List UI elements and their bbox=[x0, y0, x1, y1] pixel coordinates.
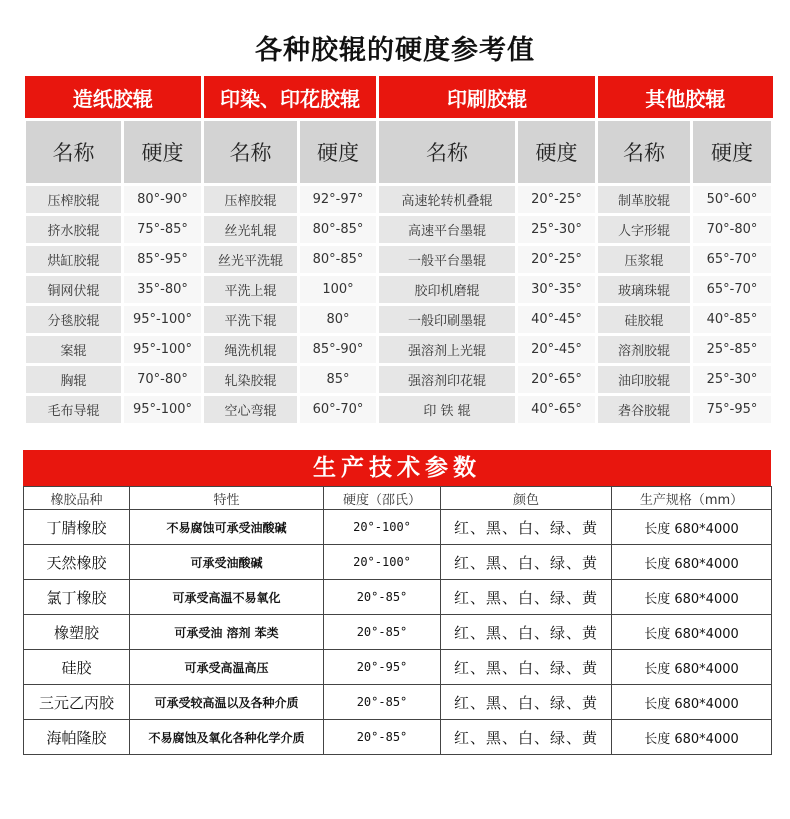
table-row bbox=[24, 615, 772, 650]
hardness-value-cell: 40°-45° bbox=[517, 305, 597, 335]
column-header-color: 颜色 bbox=[441, 487, 612, 510]
roller-name-cell: 丝光轧辊 bbox=[203, 215, 299, 245]
property-cell: 可承受油酸碱 bbox=[130, 545, 324, 580]
roller-name-cell: 溶剂胶辊 bbox=[597, 335, 692, 365]
color-cell: 红、黑、白、绿、黄 bbox=[441, 545, 612, 580]
roller-name-cell: 压榨胶辊 bbox=[25, 185, 123, 215]
roller-name-cell: 平洗下辊 bbox=[203, 305, 299, 335]
hardness-value-cell: 40°-65° bbox=[517, 395, 597, 425]
hardness-cell: 20°-100° bbox=[324, 510, 441, 545]
roller-name-cell: 压榨胶辊 bbox=[203, 185, 299, 215]
color-cell: 红、黑、白、绿、黄 bbox=[441, 685, 612, 720]
hardness-value-cell: 75°-85° bbox=[123, 215, 203, 245]
spec-cell: 长度 680*4000 bbox=[612, 720, 772, 755]
spec-cell: 长度 680*4000 bbox=[612, 615, 772, 650]
roller-name-cell: 高速平台墨辊 bbox=[378, 215, 517, 245]
hardness-value-cell: 95°-100° bbox=[123, 335, 203, 365]
table-row bbox=[24, 650, 772, 685]
table-row bbox=[25, 365, 773, 395]
hardness-value-cell: 30°-35° bbox=[517, 275, 597, 305]
hardness-cell: 20°-95° bbox=[324, 650, 441, 685]
roller-name-cell: 挤水胶辊 bbox=[25, 215, 123, 245]
spec-cell: 长度 680*4000 bbox=[612, 545, 772, 580]
column-header-hardness: 硬度 bbox=[299, 120, 378, 185]
table-row bbox=[25, 245, 773, 275]
hardness-cell: 20°-85° bbox=[324, 580, 441, 615]
table-row bbox=[24, 720, 772, 755]
spec-cell: 长度 680*4000 bbox=[612, 685, 772, 720]
hardness-value-cell: 95°-100° bbox=[123, 305, 203, 335]
hardness-value-cell: 20°-25° bbox=[517, 245, 597, 275]
hardness-value-cell: 80°-85° bbox=[299, 215, 378, 245]
hardness-value-cell: 80°-85° bbox=[299, 245, 378, 275]
hardness-value-cell: 85°-90° bbox=[299, 335, 378, 365]
roller-name-cell: 空心弯辊 bbox=[203, 395, 299, 425]
roller-name-cell: 毛布导辊 bbox=[25, 395, 123, 425]
roller-name-cell: 硅胶辊 bbox=[597, 305, 692, 335]
column-header-name: 名称 bbox=[25, 120, 123, 185]
section-banner: 生产技术参数 bbox=[23, 450, 771, 486]
column-header-hardness: 硬度 bbox=[123, 120, 203, 185]
roller-name-cell: 印 铁 辊 bbox=[378, 395, 517, 425]
table-row bbox=[24, 580, 772, 615]
spec-cell: 长度 680*4000 bbox=[612, 580, 772, 615]
property-cell: 可承受油 溶剂 苯类 bbox=[130, 615, 324, 650]
table-row bbox=[25, 185, 773, 215]
roller-name-cell: 胶印机磨辊 bbox=[378, 275, 517, 305]
category-printing: 印刷胶辊 bbox=[378, 76, 597, 120]
roller-name-cell: 一般平台墨辊 bbox=[378, 245, 517, 275]
hardness-value-cell: 25°-30° bbox=[692, 365, 773, 395]
hardness-value-cell: 85°-95° bbox=[123, 245, 203, 275]
table-row bbox=[25, 335, 773, 365]
hardness-cell: 20°-85° bbox=[324, 615, 441, 650]
hardness-value-cell: 75°-95° bbox=[692, 395, 773, 425]
roller-name-cell: 一般印刷墨辊 bbox=[378, 305, 517, 335]
property-cell: 可承受较高温以及各种介质 bbox=[130, 685, 324, 720]
hardness-value-cell: 60°-70° bbox=[299, 395, 378, 425]
table-row bbox=[25, 395, 773, 425]
table-row bbox=[24, 545, 772, 580]
property-cell: 不易腐蚀可承受油酸碱 bbox=[130, 510, 324, 545]
color-cell: 红、黑、白、绿、黄 bbox=[441, 510, 612, 545]
hardness-value-cell: 65°-70° bbox=[692, 245, 773, 275]
parameter-table bbox=[23, 486, 772, 755]
column-header-hardness: 硬度 bbox=[692, 120, 773, 185]
column-header-rubber-type: 橡胶品种 bbox=[24, 487, 130, 510]
hardness-cell: 20°-85° bbox=[324, 720, 441, 755]
column-header-property: 特性 bbox=[130, 487, 324, 510]
table-row bbox=[24, 685, 772, 720]
roller-name-cell: 烘缸胶辊 bbox=[25, 245, 123, 275]
hardness-value-cell: 95°-100° bbox=[123, 395, 203, 425]
hardness-value-cell: 25°-30° bbox=[517, 215, 597, 245]
roller-name-cell: 强溶剂印花辊 bbox=[378, 365, 517, 395]
hardness-value-cell: 70°-80° bbox=[692, 215, 773, 245]
hardness-value-cell: 25°-85° bbox=[692, 335, 773, 365]
rubber-type-cell: 天然橡胶 bbox=[24, 545, 130, 580]
hardness-value-cell: 70°-80° bbox=[123, 365, 203, 395]
roller-name-cell: 胸辊 bbox=[25, 365, 123, 395]
roller-name-cell: 人字形辊 bbox=[597, 215, 692, 245]
roller-name-cell: 强溶剂上光辊 bbox=[378, 335, 517, 365]
roller-name-cell: 制革胶辊 bbox=[597, 185, 692, 215]
color-cell: 红、黑、白、绿、黄 bbox=[441, 720, 612, 755]
hardness-value-cell: 35°-80° bbox=[123, 275, 203, 305]
hardness-value-cell: 80° bbox=[299, 305, 378, 335]
spec-cell: 长度 680*4000 bbox=[612, 650, 772, 685]
column-header-spec: 生产规格（mm） bbox=[612, 487, 772, 510]
roller-name-cell: 案辊 bbox=[25, 335, 123, 365]
hardness-value-cell: 20°-25° bbox=[517, 185, 597, 215]
rubber-type-cell: 海帕隆胶 bbox=[24, 720, 130, 755]
roller-name-cell: 铜网伏辊 bbox=[25, 275, 123, 305]
hardness-value-cell: 65°-70° bbox=[692, 275, 773, 305]
rubber-type-cell: 丁腈橡胶 bbox=[24, 510, 130, 545]
hardness-cell: 20°-85° bbox=[324, 685, 441, 720]
hardness-value-cell: 85° bbox=[299, 365, 378, 395]
column-header-name: 名称 bbox=[378, 120, 517, 185]
hardness-table bbox=[23, 76, 774, 426]
table-row bbox=[25, 275, 773, 305]
roller-name-cell: 压浆辊 bbox=[597, 245, 692, 275]
roller-name-cell: 绳洗机辊 bbox=[203, 335, 299, 365]
roller-name-cell: 高速轮转机叠辊 bbox=[378, 185, 517, 215]
rubber-type-cell: 硅胶 bbox=[24, 650, 130, 685]
hardness-value-cell: 92°-97° bbox=[299, 185, 378, 215]
category-other: 其他胶辊 bbox=[597, 76, 773, 120]
category-dyeing: 印染、印花胶辊 bbox=[203, 76, 378, 120]
rubber-type-cell: 三元乙丙胶 bbox=[24, 685, 130, 720]
color-cell: 红、黑、白、绿、黄 bbox=[441, 650, 612, 685]
hardness-value-cell: 20°-45° bbox=[517, 335, 597, 365]
roller-name-cell: 分毯胶辊 bbox=[25, 305, 123, 335]
hardness-value-cell: 100° bbox=[299, 275, 378, 305]
table-row bbox=[25, 215, 773, 245]
hardness-cell: 20°-100° bbox=[324, 545, 441, 580]
roller-name-cell: 轧染胶辊 bbox=[203, 365, 299, 395]
column-header-hardness: 硬度（邵氏） bbox=[324, 487, 441, 510]
color-cell: 红、黑、白、绿、黄 bbox=[441, 615, 612, 650]
table-row bbox=[25, 305, 773, 335]
page-title: 各种胶辊的硬度参考值 bbox=[255, 35, 535, 66]
column-header-name: 名称 bbox=[203, 120, 299, 185]
column-header-name: 名称 bbox=[597, 120, 692, 185]
roller-name-cell: 玻璃珠辊 bbox=[597, 275, 692, 305]
hardness-value-cell: 50°-60° bbox=[692, 185, 773, 215]
table-row bbox=[24, 510, 772, 545]
property-cell: 不易腐蚀及氧化各种化学介质 bbox=[130, 720, 324, 755]
roller-name-cell: 丝光平洗辊 bbox=[203, 245, 299, 275]
property-cell: 可承受高温不易氧化 bbox=[130, 580, 324, 615]
column-header-hardness: 硬度 bbox=[517, 120, 597, 185]
rubber-type-cell: 氯丁橡胶 bbox=[24, 580, 130, 615]
rubber-type-cell: 橡塑胶 bbox=[24, 615, 130, 650]
roller-name-cell: 砻谷胶辊 bbox=[597, 395, 692, 425]
hardness-value-cell: 80°-90° bbox=[123, 185, 203, 215]
roller-name-cell: 油印胶辊 bbox=[597, 365, 692, 395]
property-cell: 可承受高温高压 bbox=[130, 650, 324, 685]
category-paper: 造纸胶辊 bbox=[25, 76, 203, 120]
hardness-value-cell: 40°-85° bbox=[692, 305, 773, 335]
hardness-value-cell: 20°-65° bbox=[517, 365, 597, 395]
roller-name-cell: 平洗上辊 bbox=[203, 275, 299, 305]
color-cell: 红、黑、白、绿、黄 bbox=[441, 580, 612, 615]
spec-cell: 长度 680*4000 bbox=[612, 510, 772, 545]
